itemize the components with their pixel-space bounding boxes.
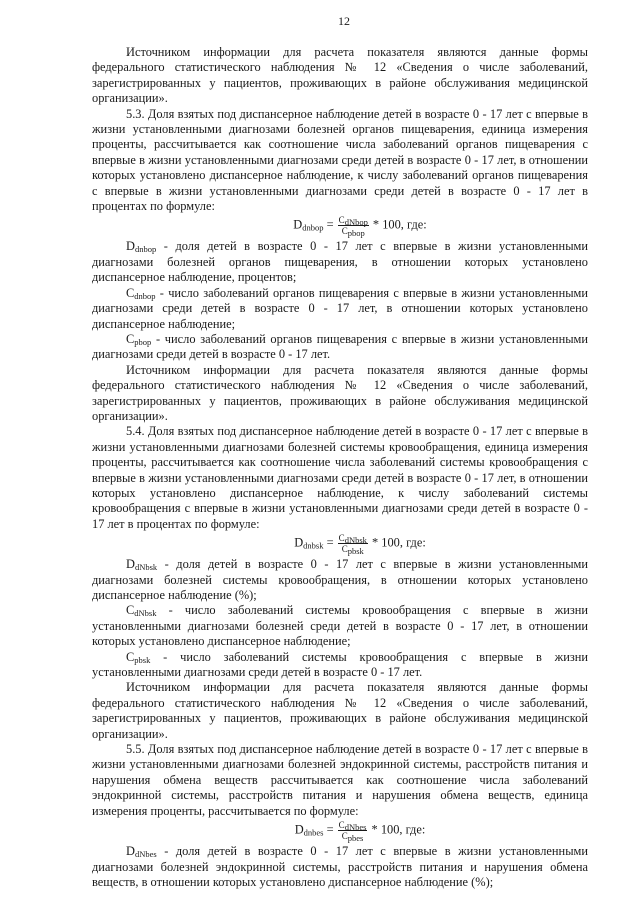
section-5-4-intro: 5.4. Доля взятых под диспансерное наблюдение детей в возрасте 0 - 17 лет с впервые в жизни установленными диагнозами болезней системы кровообращения, единица измерения проценты, рассчитывается как соотношение числа заболеваний системы кровообращения с впервые в жизни установленными диагнозами среди детей в возрасте 0 - 17 лет, в отношении которых установлено диспансерное наблюдение, к числу заболеваний системы кровообращения с впервые в жизни установленными диагнозами среди детей в возрасте 0 - 17 лет в процентах по формуле: [92,424,588,531]
formula-5-5: $D_{dnbes}$ = $\frac{C_{dNbes}}{C_{pbes}}$ * 100, где: [294,820,426,844]
section-5-5-intro: 5.5. Доля взятых под диспансерное наблюдение детей в возрасте 0 - 17 лет с впервые в жизни установленными диагнозами болезней эндокринной системы, расстройств питания и нарушения обмена веществ рассчитывается как соотношение числа заболеваний эндокринной системы, расстройств питания и нарушения обмена веществ, единица измерения проценты, рассчитывается по формуле: [92,742,588,818]
formula-5-3: $D_{dnbop}$ = $\frac{C_{dNbop}}{C_{pbop}}$ * 100, где: [293,215,427,239]
definition-c-dnbop: $C_{dnbop}$ - число заболеваний органов пищеварения с впервые в жизни установленными диагнозами среди детей в возрасте 0 - 17 лет, в отношении которых установлено диспансерное наблюдение; [92,285,588,331]
fraction: $\frac{C_{dNbsk}}{C_{pbsk}}$ [338,533,367,557]
source-paragraph-3: Источником информации для расчета показателя являются данные формы федерального статистического наблюдения № 12 «Сведения о числе заболеваний, зарегистрированных у пациентов, проживающих в районе обслуживания медицинской организации». [92,680,588,741]
source-paragraph-2: Источником информации для расчета показателя являются данные формы федерального статистического наблюдения № 12 «Сведения о числе заболеваний, зарегистрированных у пациентов, проживающих в районе обслуживания медицинской организации». [92,362,588,423]
formula-5-4: $D_{dnbsk}$ = $\frac{C_{dNbsk}}{C_{pbsk}}$ * 100, где: [294,533,426,557]
definition-c-pbop: $C_{pbop}$ - число заболеваний органов пищеварения с впервые в жизни установленными диагнозами среди детей в возрасте 0 - 17 лет. [92,331,588,362]
definition-d-dnbes: $D_{dNbes}$ - доля детей в возрасте 0 - 17 лет с впервые в жизни установленными диагнозами болезней эндокринной системы, расстройств питания и нарушения обмена веществ, в отношении которых установлено диспансерное наблюдение (%); [92,844,588,889]
definition-d-dnbop: $D_{dnbop}$ - доля детей в возрасте 0 - 17 лет с впервые в жизни установленными диагнозами болезней органов пищеварения, в отношении которых установлено диспансерное наблюдение, процентов; [92,239,588,285]
page-number: 12 [338,14,350,28]
definition-c-pbsk: $C_{pbsk}$ - число заболеваний системы кровообращения с впервые в жизни установленными диагнозами среди детей в возрасте 0 - 17 лет. [92,649,588,680]
definition-c-dnbsk: $C_{dNbsk}$ - число заболеваний системы кровообращения с впервые в жизни установленными диагнозами болезней среди детей в возрасте 0 - 17 лет, в отношении которых установлено диспансерное наблюдение; [92,603,588,649]
definition-d-dnbsk: $D_{dNbsk}$ - доля детей в возрасте 0 - 17 лет с впервые в жизни установленными диагнозами болезней системы кровообращения, в отношении которых установлено диспансерное наблюдение (%); [92,557,588,602]
section-5-3-intro: 5.3. Доля взятых под диспансерное наблюдение детей в возрасте 0 - 17 лет с впервые в жизни установленными диагнозами болезней органов пищеварения, единица измерения проценты, рассчитывается как соотношение числа заболеваний органов пищеварения с впервые в жизни установленными диагнозами среди детей в возрасте 0 - 17 лет, в отношении которых установлено диспансерное наблюдение, к числу заболеваний органов пищеварения с впервые в жизни установленными диагнозами среди детей в возрасте 0 - 17 лет в процентах по формуле: [92,106,588,214]
fraction: $\frac{C_{dNbes}}{C_{pbes}}$ [338,820,367,844]
source-paragraph-1: Источником информации для расчета показателя являются данные формы федерального статистического наблюдения № 12 «Сведения о числе заболеваний, зарегистрированных у пациентов, проживающих в районе обслуживания медицинской организации». [92,45,588,106]
fraction: $\frac{C_{dNbop}}{C_{pbop}}$ [338,215,368,239]
